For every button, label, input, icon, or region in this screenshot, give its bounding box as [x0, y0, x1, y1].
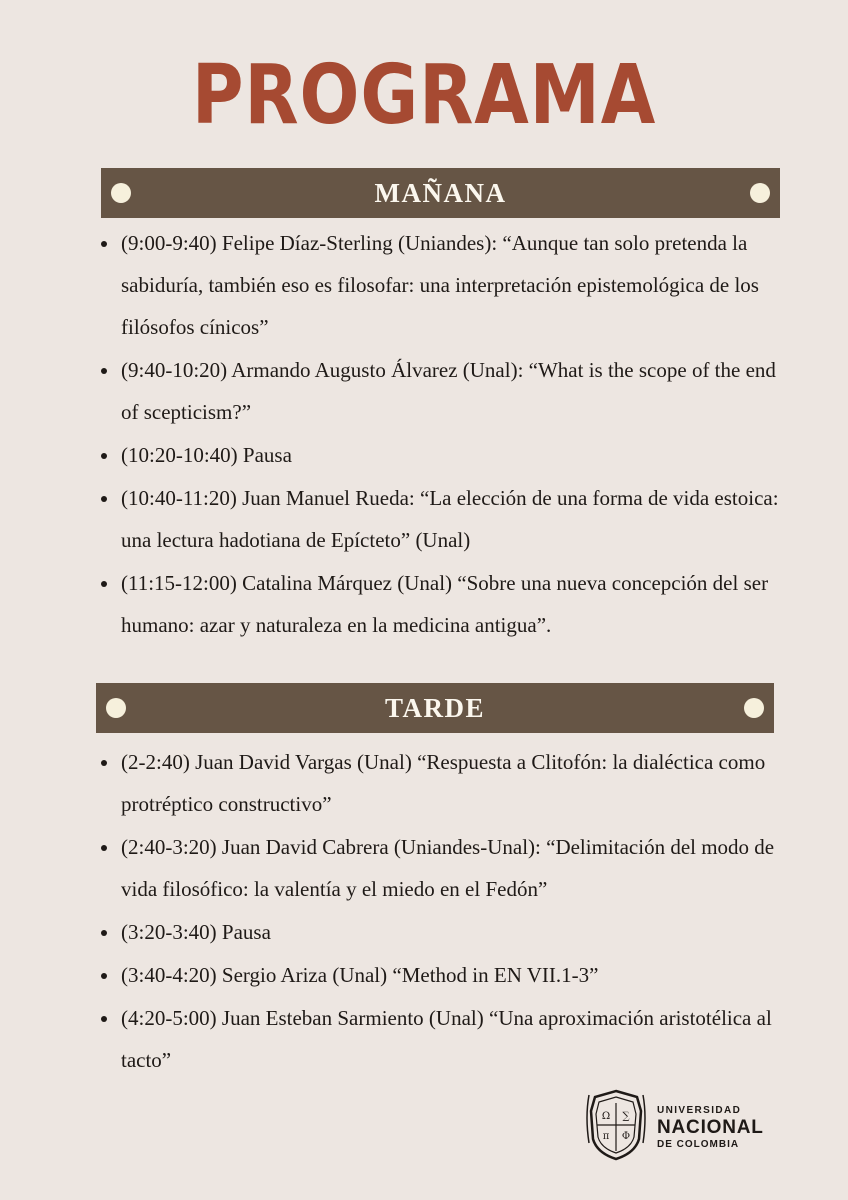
- schedule-item: (3:20-3:40) Pausa: [121, 911, 781, 953]
- svg-text:∑: ∑: [622, 1111, 630, 1122]
- svg-text:Φ: Φ: [621, 1131, 631, 1142]
- logo-line-2: NACIONAL: [657, 1117, 764, 1138]
- schedule-item: (10:20-10:40) Pausa: [121, 434, 781, 476]
- logo-line-3: DE COLOMBIA: [657, 1139, 740, 1150]
- afternoon-schedule-list: [121, 741, 781, 1082]
- section-heading-morning: MAÑANA: [374, 177, 507, 208]
- university-name: [657, 1105, 764, 1151]
- logo-line-1: UNIVERSIDAD: [657, 1105, 742, 1116]
- morning-schedule-list: [121, 222, 781, 647]
- bullet-dot-left: [106, 698, 126, 718]
- svg-text:π: π: [602, 1131, 610, 1142]
- schedule-item: (3:40-4:20) Sergio Ariza (Unal) “Method in EN VII.1-3”: [121, 954, 781, 996]
- page-title: PROGRAMA: [191, 48, 657, 143]
- section-header-morning: [101, 168, 780, 218]
- schedule-item: (10:40-11:20) Juan Manuel Rueda: “La elección de una forma de vida estoica: una lectura hadotiana de Epícteto” (Unal): [121, 477, 781, 561]
- section-header-afternoon: [96, 683, 774, 733]
- schedule-item: (2-2:40) Juan David Vargas (Unal) “Respuesta a Clitofón: la dialéctica como protréptico constructivo”: [121, 741, 781, 825]
- section-heading-afternoon: TARDE: [384, 692, 485, 723]
- bullet-dot-right: [744, 698, 764, 718]
- schedule-item: (9:40-10:20) Armando Augusto Álvarez (Unal): “What is the scope of the end of scepticism?”: [121, 349, 781, 433]
- svg-text:Ω: Ω: [601, 1111, 611, 1122]
- bullet-dot-left: [111, 183, 131, 203]
- university-seal-icon: [585, 1087, 647, 1163]
- university-logo: [585, 1087, 785, 1167]
- schedule-item: (2:40-3:20) Juan David Cabrera (Uniandes-Unal): “Delimitación del modo de vida filosófico: la valentía y el miedo en el Fedón”: [121, 826, 781, 910]
- schedule-item: (11:15-12:00) Catalina Márquez (Unal) “Sobre una nueva concepción del ser humano: azar y naturaleza en la medicina antigua”.: [121, 562, 781, 646]
- schedule-item: (9:00-9:40) Felipe Díaz-Sterling (Uniandes): “Aunque tan solo pretenda la sabiduría, también eso es filosofar: una interpretación epistemológica de los filósofos cínicos”: [121, 222, 781, 348]
- schedule-item: (4:20-5:00) Juan Esteban Sarmiento (Unal) “Una aproximación aristotélica al tacto”: [121, 997, 781, 1081]
- bullet-dot-right: [750, 183, 770, 203]
